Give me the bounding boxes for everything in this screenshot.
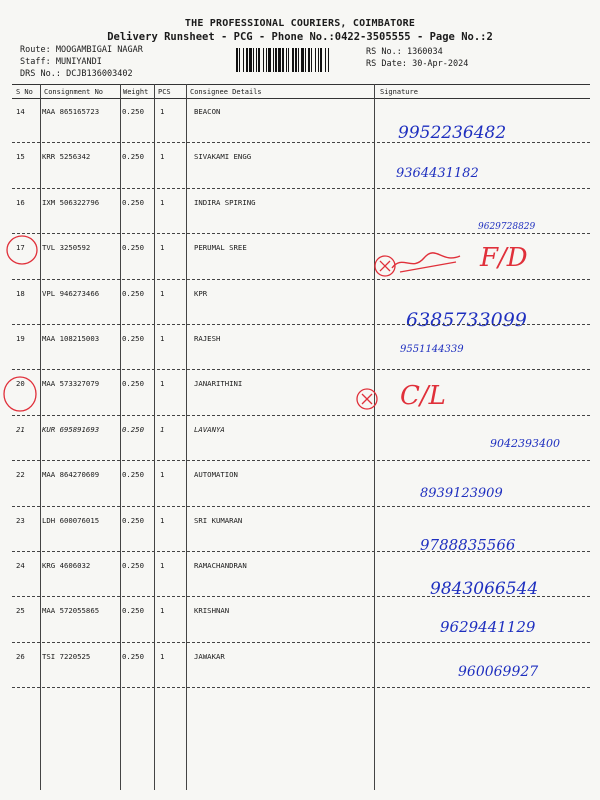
staff-line: [20, 57, 102, 67]
col-header-weight: Weight: [123, 88, 149, 96]
row-pcs: 1: [160, 515, 165, 525]
row-weight: 0.250: [122, 561, 144, 570]
row-pcs: 1: [160, 651, 165, 661]
route-line: [20, 45, 143, 55]
row-consignment-no: MAA 865165723: [42, 107, 100, 116]
row-sno: 20: [16, 379, 25, 389]
row-pcs: 1: [160, 152, 165, 162]
row-handwritten-note: 8939123909: [420, 486, 503, 502]
row-sno: 16: [16, 197, 25, 207]
row-pcs: 1: [160, 424, 165, 434]
staff-value: MUNIYANDI: [55, 57, 102, 67]
row-pcs: 1: [160, 107, 165, 116]
row-consignment-no: TVL 3250592: [42, 243, 91, 253]
row-weight: 0.250: [122, 243, 144, 253]
rs-no-label: RS No.:: [366, 47, 402, 57]
row-handwritten-note: 9364431182: [396, 166, 479, 182]
col-header-pcs: PCS: [158, 88, 171, 96]
barcode-image: [236, 48, 358, 72]
row-handwritten-note: 960069927: [458, 663, 539, 680]
row-separator: [12, 596, 590, 597]
row-consignment-no: VPL 946273466: [42, 288, 100, 298]
table-top-border: [12, 84, 590, 85]
row-handwritten-note: 9788835566: [420, 535, 516, 554]
row-sno: 21: [16, 424, 25, 434]
row-consignment-no: KRR 5256342: [42, 152, 91, 162]
row-handwritten-note: C/L: [400, 381, 446, 412]
row-separator: [12, 687, 590, 688]
rs-no-value: 1360034: [406, 47, 443, 57]
row-separator: [12, 551, 590, 552]
row-weight: 0.250: [122, 606, 144, 616]
row-pcs: 1: [160, 288, 165, 298]
row-separator: [12, 415, 590, 416]
row-consignee: PERUMAL SREE: [194, 243, 247, 253]
drs-line: [20, 69, 133, 79]
row-pcs: 1: [160, 561, 165, 570]
row-weight: 0.250: [122, 470, 144, 480]
row-consignee: SRI KUMARAN: [194, 515, 243, 525]
red-scribble-mark: [390, 248, 470, 278]
row-sno: 25: [16, 606, 25, 616]
row-consignee: AUTOMATION: [194, 470, 238, 480]
row-separator: [12, 506, 590, 507]
row-sno: 24: [16, 561, 25, 570]
staff-label: Staff:: [20, 57, 51, 67]
rs-no-line: [366, 47, 443, 57]
rs-date-line: [366, 59, 468, 69]
red-cross-mark: [352, 384, 388, 414]
row-consignment-no: LDH 600076015: [42, 515, 100, 525]
row-weight: 0.250: [122, 651, 144, 661]
col-header-signature: Signature: [380, 88, 418, 96]
col-header-consignment: Consignment No: [44, 88, 104, 96]
row-weight: 0.250: [122, 424, 144, 434]
rs-date-value: 30-Apr-2024: [412, 59, 469, 69]
row-consignee: BEACON: [194, 107, 221, 116]
row-handwritten-note: 9629441129: [440, 618, 536, 637]
row-weight: 0.250: [122, 288, 144, 298]
row-sno: 23: [16, 515, 25, 525]
col-divider: [154, 84, 155, 790]
row-handwritten-note: F/D: [480, 243, 528, 274]
row-consignee: SIVAKAMI ENGG: [194, 152, 252, 162]
row-consignee: JANARITHINI: [194, 379, 243, 389]
header-bottom-border: [12, 98, 590, 99]
row-handwritten-note: 9629728829: [478, 221, 536, 232]
drs-label: DRS No.:: [20, 69, 61, 79]
row-weight: 0.250: [122, 152, 144, 162]
red-circle-mark: [0, 230, 40, 270]
route-value: MOOGAMBIGAI NAGAR: [55, 45, 143, 55]
row-pcs: 1: [160, 606, 165, 616]
row-consignee: INDIRA SPIRING: [194, 197, 256, 207]
row-consignee: RAMACHANDRAN: [194, 561, 247, 570]
row-sno: 14: [16, 107, 25, 116]
company-title: THE PROFESSIONAL COURIERS, COIMBATORE: [184, 18, 416, 29]
row-weight: 0.250: [122, 334, 144, 343]
col-divider: [120, 84, 121, 790]
col-divider: [374, 84, 375, 790]
row-consignment-no: KRG 4606032: [42, 561, 91, 570]
col-divider: [186, 84, 187, 790]
row-pcs: 1: [160, 197, 165, 207]
row-weight: 0.250: [122, 379, 144, 389]
row-consignee: LAVANYA: [194, 424, 225, 434]
col-divider: [40, 84, 41, 790]
row-consignment-no: MAA 108215003: [42, 334, 100, 343]
row-separator: [12, 642, 590, 643]
row-pcs: 1: [160, 470, 165, 480]
col-header-sno: S No: [16, 88, 33, 96]
row-handwritten-note: 9042393400: [490, 436, 560, 450]
row-consignment-no: MAA 864270609: [42, 470, 100, 480]
row-sno: 22: [16, 470, 25, 480]
row-sno: 19: [16, 334, 25, 343]
row-separator: [12, 233, 590, 234]
drs-value: DCJB136003402: [66, 69, 133, 79]
row-consignment-no: IXM 506322796: [42, 197, 100, 207]
row-sno: 15: [16, 152, 25, 162]
row-separator: [12, 460, 590, 461]
row-consignment-no: TSI 7220525: [42, 651, 91, 661]
row-consignee: KRISHNAN: [194, 606, 230, 616]
row-consignee: RAJESH: [194, 334, 221, 343]
row-separator: [12, 279, 590, 280]
route-label: Route:: [20, 45, 51, 55]
row-separator: [12, 369, 590, 370]
rs-date-label: RS Date:: [366, 59, 407, 69]
row-sno: 26: [16, 651, 25, 661]
row-sno: 17: [16, 243, 25, 253]
row-sno: 18: [16, 288, 25, 298]
row-weight: 0.250: [122, 515, 144, 525]
row-consignee: KPR: [194, 288, 208, 298]
runsheet-title: Delivery Runsheet - PCG - Phone No.:0422-3505555 - Page No.:2: [107, 31, 493, 43]
col-header-consignee: Consignee Details: [190, 88, 262, 96]
row-weight: 0.250: [122, 197, 144, 207]
row-pcs: 1: [160, 243, 165, 253]
row-consignment-no: KUR 695891693: [42, 424, 100, 434]
row-consignment-no: MAA 572055865: [42, 606, 100, 616]
row-pcs: 1: [160, 379, 165, 389]
row-separator: [12, 142, 590, 143]
row-separator: [12, 324, 590, 325]
row-handwritten-note: 9843066544: [430, 579, 539, 599]
row-consignment-no: MAA 573327079: [42, 379, 100, 389]
row-handwritten-note: 6385733099: [406, 308, 527, 331]
red-circle-mark: [0, 372, 40, 416]
row-handwritten-note: 9551144339: [400, 344, 464, 355]
row-handwritten-note: 9952236482: [398, 123, 507, 143]
row-separator: [12, 188, 590, 189]
row-pcs: 1: [160, 334, 165, 343]
row-consignee: JAWAKAR: [194, 651, 225, 661]
row-weight: 0.250: [122, 107, 144, 116]
